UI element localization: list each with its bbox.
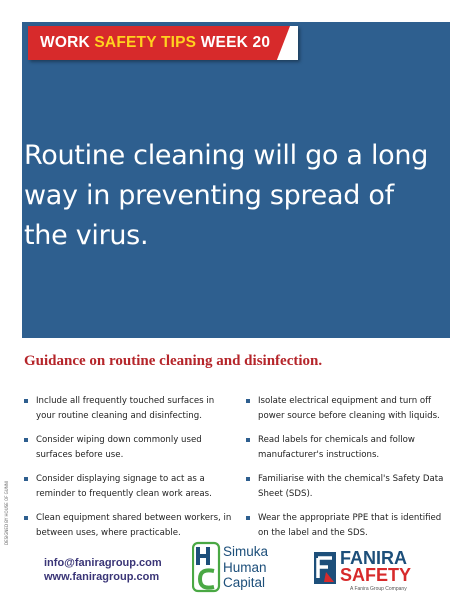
shc-logo-text <box>223 544 268 591</box>
guidance-title: Guidance on routine cleaning and disinfection. <box>24 353 323 369</box>
list-item-text: Clean equipment shared between workers, in between uses, where practicable. <box>36 513 232 538</box>
bullet-icon <box>24 399 28 403</box>
list-item-text: Isolate electrical equipment and turn off power source before cleaning with liquids. <box>258 396 440 421</box>
list-item-text: Familiarise with the chemical's Safety Data Sheet (SDS). <box>258 474 444 499</box>
bullet-icon <box>24 477 28 481</box>
list-item <box>22 433 232 463</box>
banner-title-work: WORK <box>40 34 95 51</box>
fanira-line-1: FANIRA <box>340 548 407 568</box>
list-item-text: Consider wiping down commonly used surfaces before use. <box>36 435 202 460</box>
bullet-icon <box>246 477 250 481</box>
fanira-line-2: SAFETY <box>340 565 412 585</box>
banner-title-week: WEEK 20 <box>196 34 271 51</box>
list-item <box>244 433 454 463</box>
fanira-tagline: A Fanira Group Company <box>350 586 407 592</box>
list-item-text: Consider displaying signage to act as a reminder to frequently clean work areas. <box>36 474 212 499</box>
contact-website-link[interactable]: www.faniragroup.com <box>44 571 160 583</box>
bullet-icon <box>24 438 28 442</box>
banner-title <box>40 34 270 52</box>
shc-line-3: Capital <box>223 575 266 590</box>
list-item <box>244 511 454 541</box>
list-item <box>22 472 232 502</box>
list-item-text: Read labels for chemicals and follow manufacturer's instructions. <box>258 435 415 460</box>
contact-email-link[interactable]: info@faniragroup.com <box>44 557 162 569</box>
shc-line-2: Human <box>223 559 267 575</box>
bullet-icon <box>24 516 28 520</box>
contact-block <box>44 556 162 584</box>
guidance-list-left <box>22 394 232 550</box>
guidance-list-right <box>244 394 454 550</box>
fanira-safety-logo-mark <box>312 550 338 586</box>
list-item-text: Include all frequently touched surfaces in your routine cleaning and disinfecting. <box>36 396 215 421</box>
list-item <box>22 511 232 541</box>
designer-credit: DESIGNED BY HOUSE OF GUNNI <box>4 481 9 545</box>
list-item <box>244 472 454 502</box>
fanira-logo-text <box>340 550 411 584</box>
list-item <box>22 394 232 424</box>
headline: Routine cleaning will go a long way in preventing spread of the virus. <box>24 140 429 251</box>
list-item-text: Wear the appropriate PPE that is identified on the label and the SDS. <box>258 513 442 538</box>
banner-title-safety-tips: SAFETY TIPS <box>94 34 197 51</box>
bullet-icon <box>246 438 250 442</box>
list-item <box>244 394 454 424</box>
shc-line-1: Simuka <box>223 544 269 559</box>
bullet-icon <box>246 516 250 520</box>
bullet-icon <box>246 399 250 403</box>
week-banner <box>28 26 298 60</box>
